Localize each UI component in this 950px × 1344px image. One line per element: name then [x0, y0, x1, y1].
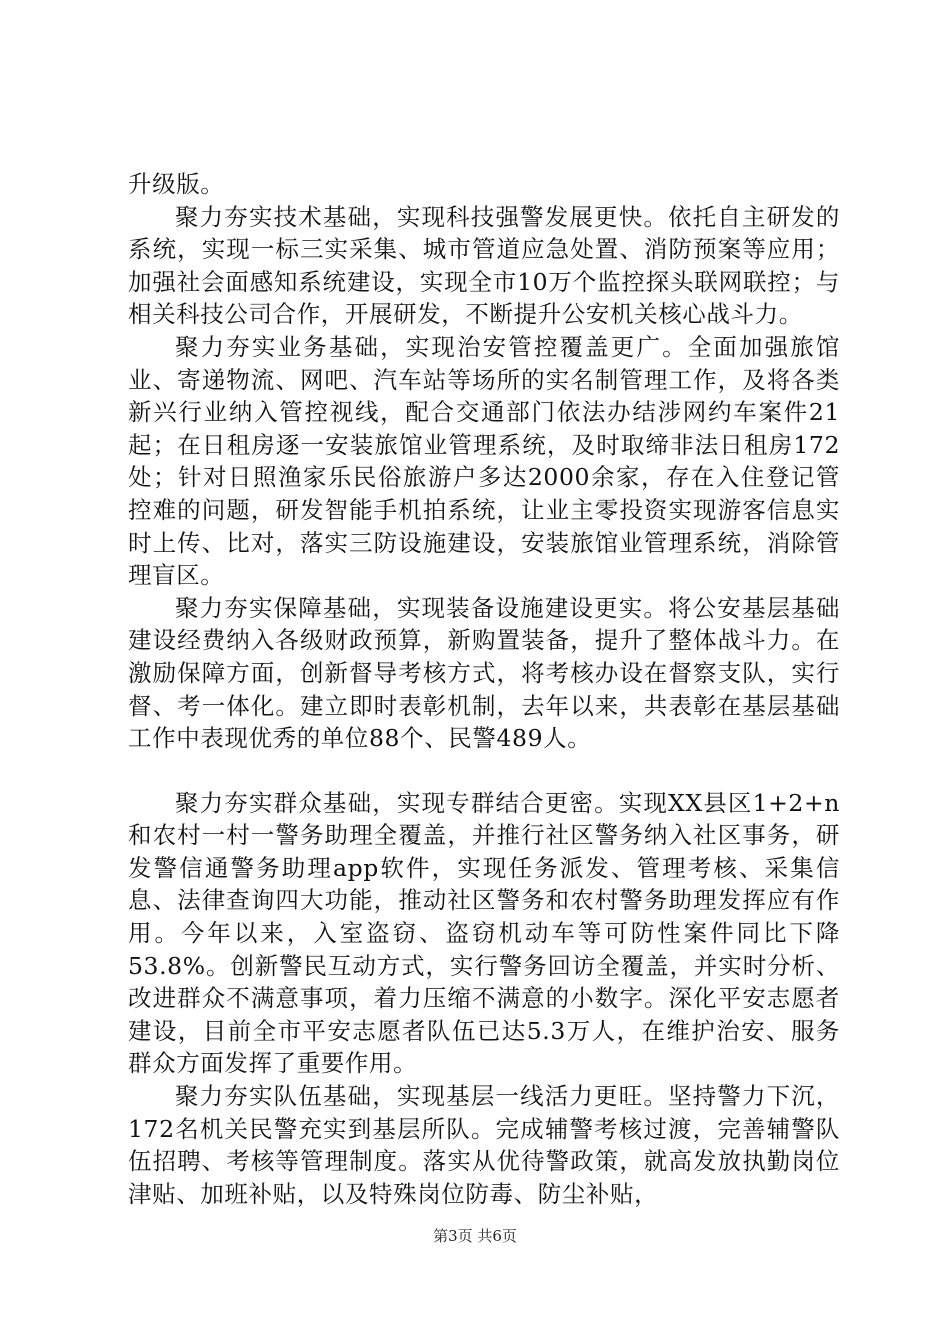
paragraph-continuation: 升级版。 [128, 170, 225, 198]
paragraph-team: 聚力夯实队伍基础，实现基层一线活力更旺。坚持警力下沉，172名机关民警充实到基层所队。完成辅警考核过渡，完善辅警队伍招聘、考核等管理制度。落实从优待警政策，就高发放执勤岗位津贴、加班补贴，以及特殊岗位防毒、防尘补贴， [128, 1082, 840, 1208]
paragraph-technology: 聚力夯实技术基础，实现科技强警发展更快。依托自主研发的系统，实现一标三实采集、城市管道应急处置、消防预案等应用；加强社会面感知系统建设，实现全市10万个监控探头联网联控；与相关科技公司合作，开展研发，不断提升公安机关核心战斗力。 [128, 202, 840, 329]
paragraph-masses: 聚力夯实群众基础，实现专群结合更密。实现XX县区1+2+n和农村一村一警务助理全覆盖，并推行社区警务纳入社区事务，研发警信通警务助理app软件，实现任务派发、管理考核、采集信息、法律查询四大功能，推动社区警务和农村警务助理发挥应有作用。今年以来，入室盗窃、盗窃机动车等可防性案件同比下降53.8%。创新警民互动方式，实行警务回访全覆盖，并实时分析、改进群众不满意事项，着力压缩不满意的小数字。深化平安志愿者建设，目前全市平安志愿者队伍已达5.3万人，在维护治安、服务群众方面发挥了重要作用。 [128, 788, 840, 1078]
paragraph-business: 聚力夯实业务基础，实现治安管控覆盖更广。全面加强旅馆业、寄递物流、网吧、汽车站等场所的实名制管理工作，及将各类新兴行业纳入管控视线，配合交通部门依法办结涉网约车案件21起；在日租房逐一安装旅馆业管理系统，及时取缔非法日租房172处；针对日照渔家乐民俗旅游户多达2000余家，存在入住登记管控难的问题，研发智能手机拍系统，让业主零投资实现游客信息实时上传、比对，落实三防设施建设，安装旅馆业管理系统，消除管理盲区。 [128, 332, 840, 590]
paragraph-support: 聚力夯实保障基础，实现装备设施建设更实。将公安基层基础建设经费纳入各级财政预算，新购置装备，提升了整体战斗力。在激励保障方面，创新督导考核方式，将考核办设在督察支队，实行督、考一体化。建立即时表彰机制，去年以来，共表彰在基层基础工作中表现优秀的单位88个、民警489人。 [128, 593, 840, 753]
page-number-footer: 第3页 共6页 [433, 1227, 517, 1245]
document-body [128, 168, 840, 1210]
